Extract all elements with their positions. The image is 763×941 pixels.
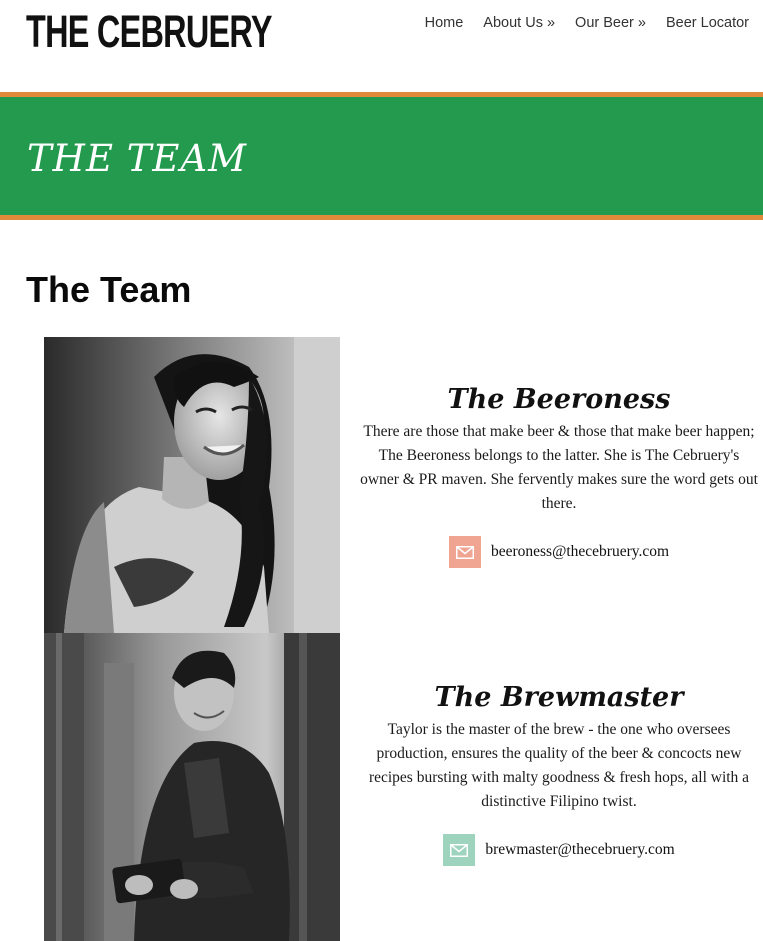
member-name: The Brewmaster [434, 682, 684, 713]
site-header [0, 0, 763, 92]
site-logo[interactable]: THE CEBRUERY [26, 6, 272, 57]
main-nav [415, 13, 749, 33]
nav-home[interactable]: Home [424, 15, 464, 31]
member-name: The Beeroness [447, 384, 671, 415]
email-address[interactable]: brewmaster@thecebruery.com [485, 841, 675, 858]
banner-title: THE TEAM [27, 137, 248, 180]
page-title: The Team [26, 269, 192, 310]
member-card [355, 382, 763, 568]
member-bio: Taylor is the master of the brew - the one who oversees production, ensures the quality of the beer & concocts new recipes bursting with malty goodness & fresh hops, all with a distinctive Filipino twist. [368, 721, 750, 810]
member-bio: There are those that make beer & those that make beer happen; The Beeroness belongs to the latter. She is The Cebruery's owner & PR maven. She fervently makes sure the word gets out there. [360, 423, 758, 512]
nav-our-beer[interactable]: Our Beer » [575, 15, 646, 31]
banner-border-bottom [0, 215, 763, 220]
email-link[interactable] [449, 536, 669, 568]
page-banner [0, 97, 763, 215]
email-address[interactable]: beeroness@thecebruery.com [490, 543, 670, 560]
beeroness-photo [44, 337, 340, 633]
nav-about-us[interactable]: About Us » [483, 15, 556, 31]
nav-beer-locator[interactable]: Beer Locator [665, 15, 749, 31]
member-card [355, 680, 763, 866]
mail-icon[interactable] [449, 536, 481, 568]
email-link[interactable] [443, 834, 674, 866]
brewmaster-photo [44, 633, 340, 941]
mail-icon[interactable] [443, 834, 475, 866]
